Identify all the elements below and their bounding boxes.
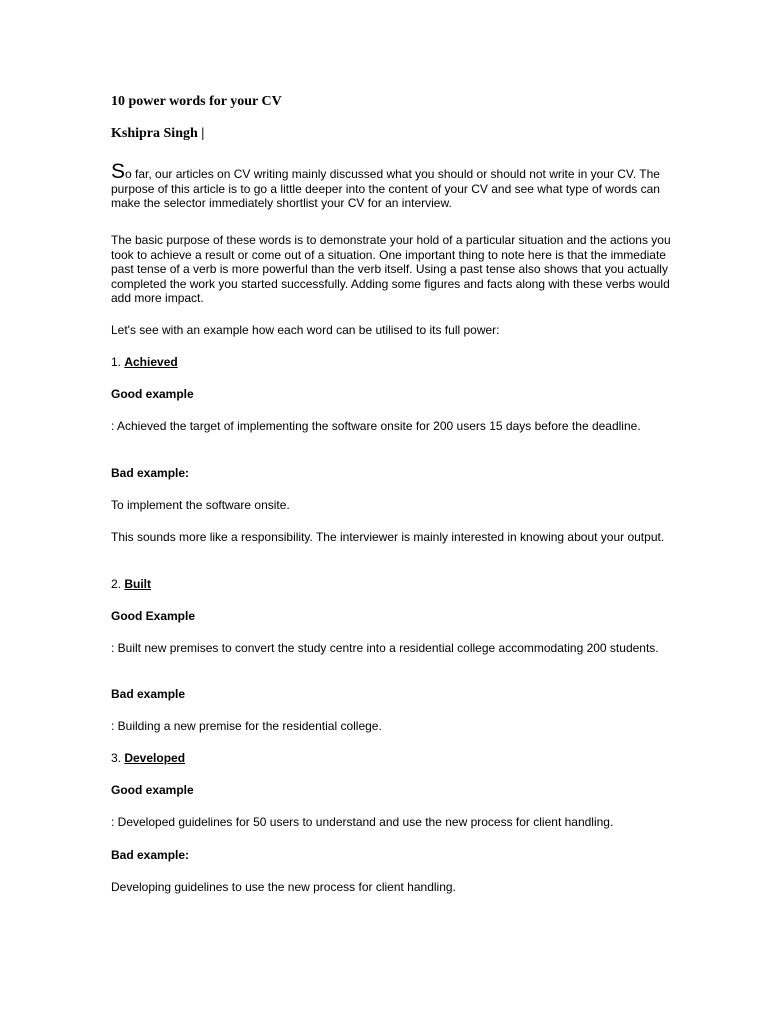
word-heading-achieved (111, 355, 671, 370)
good-example-text: : Built new premises to convert the study centre into a residential college accommodating 200 students. (111, 641, 659, 655)
bad-example-label: Bad example: (111, 848, 190, 862)
purpose-paragraph: The basic purpose of these words is to demonstrate your hold of a particular situation and the actions you took to achieve a result or come out of a situation. One important thing to note here is that the immediate past tense of a verb is more powerful than the verb itself. Using a past tense also shows that you actually completed the work you started successfully. Adding some figures and facts along with these verbs would add more impact. (111, 233, 671, 305)
bad-example-text: Developing guidelines to use the new process for client handling. (111, 880, 456, 894)
good-example-label: Good example (111, 387, 194, 401)
good-example-text: : Developed guidelines for 50 users to understand and use the new process for client handling. (111, 815, 614, 829)
word-title: Achieved (124, 355, 178, 369)
word-heading-developed (111, 751, 671, 766)
intro-text: o far, our articles on CV writing mainly discussed what you should or should not write in your CV. The purpose of this article is to go a little deeper into the content of your CV and see what type of words can make the selector immediately shortlist your CV for an interview. (111, 167, 660, 210)
good-example-text: : Achieved the target of implementing the software onsite for 200 users 15 days before the deadline. (111, 419, 641, 433)
word-number: 2. (111, 577, 125, 591)
document-title: 10 power words for your CV (111, 94, 282, 109)
example-intro: Let's see with an example how each word can be utilised to its full power: (111, 323, 500, 337)
bad-example-text: To implement the software onsite. (111, 498, 290, 512)
word-heading-built (111, 577, 671, 592)
word-title: Built (124, 577, 152, 591)
bad-example-text: : Building a new premise for the residential college. (111, 719, 382, 733)
example-comment: This sounds more like a responsibility. The interviewer is mainly interested in knowing about your output. (111, 530, 665, 544)
good-example-label: Good Example (111, 609, 196, 623)
bad-example-label: Bad example (111, 687, 186, 701)
drop-cap: S (111, 160, 126, 183)
word-number: 3. (111, 751, 125, 765)
intro-paragraph (111, 160, 671, 211)
bad-example-label: Bad example: (111, 466, 190, 480)
word-title: Developed (124, 751, 186, 765)
author-line: Kshipra Singh | (111, 126, 205, 141)
good-example-label: Good example (111, 783, 194, 797)
word-number: 1. (111, 355, 125, 369)
